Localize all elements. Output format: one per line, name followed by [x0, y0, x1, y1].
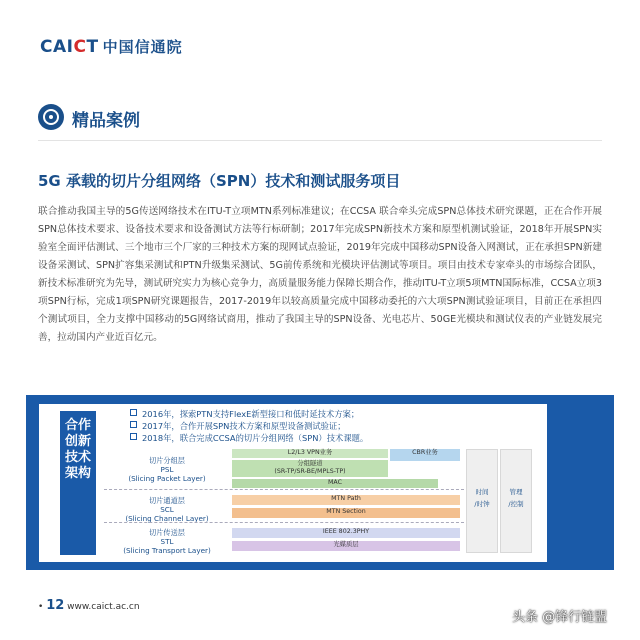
bar-ieee-phy: IEEE 802.3PHY — [232, 528, 460, 538]
watermark: 头条 @锋行链盟 — [512, 610, 608, 625]
bar-mtn-section: MTN Section — [232, 508, 460, 518]
milestone-2018: 2018年，联合完成CCSA的切片分组网络（SPN）技术课题。 — [130, 432, 368, 444]
checkbox-icon — [130, 433, 137, 440]
milestone-2016: 2016年，探索PTN支持FlexE新型接口和低时延技术方案； — [130, 408, 359, 420]
caict-logo — [40, 36, 183, 57]
checkbox-icon — [130, 421, 137, 428]
bar-mtn-path: MTN Path — [232, 495, 460, 505]
timing-column: 时间 /时钟 — [466, 449, 498, 553]
bar-optical-media: 光媒质层 — [232, 541, 460, 551]
page-number: 12 — [46, 598, 65, 613]
layer-label-psl: 切片分组层 PSL (Slicing Packet Layer) — [128, 456, 206, 483]
layer-divider — [104, 489, 464, 490]
footer-url: www.caict.ac.cn — [67, 602, 140, 612]
milestone-2017: 2017年，合作开展SPN技术方案和原型设备测试验证； — [130, 420, 346, 432]
bar-packet-tunnel: 分组隧道 (SR-TP/SR-BE/MPLS-TP) — [232, 460, 388, 477]
section-title: 精品案例 — [72, 111, 140, 131]
section-divider — [38, 140, 602, 141]
checkbox-icon — [130, 409, 137, 416]
bar-mac: MAC — [232, 479, 438, 488]
article-title: 5G 承载的切片分组网络（SPN）技术和测试服务项目 — [38, 172, 401, 190]
layer-label-stl: 切片传送层 STL (Slicing Transport Layer) — [123, 528, 211, 555]
target-icon — [38, 104, 64, 130]
layer-divider — [104, 522, 464, 523]
layer-label-scl: 切片通道层 SCL (Slicing Channel Layer) — [125, 496, 209, 523]
bar-cbr: CBR业务 — [390, 449, 460, 461]
logo-en: CAICT — [40, 36, 99, 57]
footer-bullet: • — [38, 602, 44, 612]
bar-l2l3-vpn: L2/L3 VPN业务 — [232, 449, 388, 458]
page-footer — [38, 598, 140, 613]
logo-cn: 中国信通院 — [102, 38, 183, 56]
management-column: 管理 /控制 — [500, 449, 532, 553]
side-label: 合作创新技术架构 — [64, 418, 91, 481]
article-body: 联合推动我国主导的5G传送网络技术在ITU-T立项MTN系列标准建议；在CCSA 联合牵头完成SPN总体技术研究课题，正在合作开展SPN总体技术要求、设备技术要求和设备测试方法等行标研制；2017年完成SPN新技术方案和原型机测试验证，2018年开展SPN实验室全面评估测试、三个地市三个厂家的三种技术方案的现网试点验证，2019年完成中国移动SPN设备入网测试，正在承担SPN新建设备采测试、SPN扩容集采测试和PTN升级集采测试、5G前传系统和光模块评估测试等项目。项目由技术专家牵头的市场综合团队，新技术标准研究为先导，测试研究实力为核心竞争力，高质量服务能力保障长期合作，推动ITU-T立项5项MTN国际标准，CCSA立项3项SPN行标，完成1项SPN研究课题报告，2017-2019年以较高质量完成中国移动委托的六大项SPN测试验证项目，目前正在承担四个测试项目，全力支撑中国移动的5G网络试商用，推动了我国主导的SPN设备、光电芯片、50GE光模块和测试仪表的产业链发展完善，拉动国内产业近百亿元。 — [38, 206, 602, 343]
